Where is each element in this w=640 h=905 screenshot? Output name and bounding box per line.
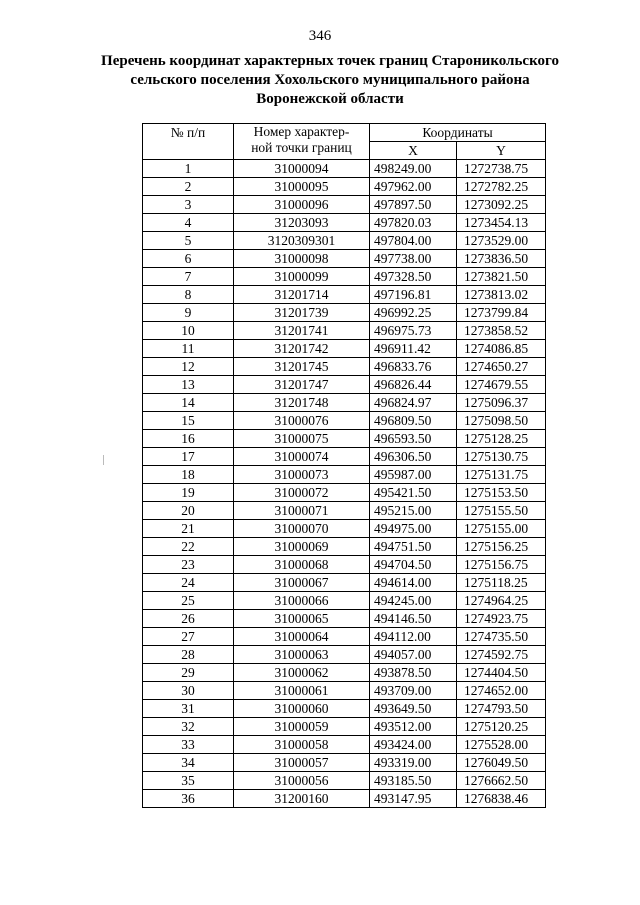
row-number: 15 [143,412,234,430]
coord-y: 1275131.75 [457,466,546,484]
coord-x: 494245.00 [370,592,457,610]
header-point-line-2: ной точки границ [251,140,352,155]
coord-y: 1273813.02 [457,286,546,304]
row-number: 32 [143,718,234,736]
coord-y: 1273799.84 [457,304,546,322]
table-row [143,556,546,574]
row-number: 19 [143,484,234,502]
point-number: 31000076 [234,412,370,430]
coord-x: 493709.00 [370,682,457,700]
coord-x: 494751.50 [370,538,457,556]
coord-x: 496809.50 [370,412,457,430]
point-number: 31000070 [234,520,370,538]
row-number: 14 [143,394,234,412]
coord-x: 496992.25 [370,304,457,322]
point-number: 31000098 [234,250,370,268]
coord-y: 1272738.75 [457,160,546,178]
row-number: 17 [143,448,234,466]
table-row [143,160,546,178]
table-row [143,430,546,448]
table-row [143,286,546,304]
table-row [143,772,546,790]
header-coordinates: Координаты [370,124,546,142]
point-number: 31201745 [234,358,370,376]
table-row [143,574,546,592]
coord-y: 1275528.00 [457,736,546,754]
coord-x: 495215.00 [370,502,457,520]
row-number: 25 [143,592,234,610]
coord-y: 1275155.00 [457,520,546,538]
coord-y: 1275118.25 [457,574,546,592]
coord-y: 1275156.25 [457,538,546,556]
point-number: 31000068 [234,556,370,574]
table-row [143,520,546,538]
document-title [90,52,570,109]
point-number: 31000069 [234,538,370,556]
row-number: 23 [143,556,234,574]
table-body [143,160,546,808]
row-number: 16 [143,430,234,448]
coord-x: 493649.50 [370,700,457,718]
header-x: X [370,142,457,160]
coord-x: 497738.00 [370,250,457,268]
row-number: 36 [143,790,234,808]
coord-y: 1275098.50 [457,412,546,430]
point-number: 31201742 [234,340,370,358]
table-row [143,340,546,358]
table-row [143,232,546,250]
coord-y: 1275096.37 [457,394,546,412]
coord-y: 1274592.75 [457,646,546,664]
margin-mark [103,455,104,465]
coord-x: 496826.44 [370,376,457,394]
table-row [143,682,546,700]
coord-x: 493147.95 [370,790,457,808]
point-number: 31000099 [234,268,370,286]
point-number: 31000073 [234,466,370,484]
coord-y: 1274652.00 [457,682,546,700]
coord-x: 495421.50 [370,484,457,502]
table-row [143,502,546,520]
point-number: 31000056 [234,772,370,790]
point-number: 31000065 [234,610,370,628]
table-row [143,268,546,286]
point-number: 31000062 [234,664,370,682]
coord-y: 1273529.00 [457,232,546,250]
table-row [143,178,546,196]
coord-x: 494614.00 [370,574,457,592]
coord-y: 1276662.50 [457,772,546,790]
table-row [143,484,546,502]
row-number: 1 [143,160,234,178]
coord-y: 1275120.25 [457,718,546,736]
point-number: 31000061 [234,682,370,700]
row-number: 24 [143,574,234,592]
table-row [143,196,546,214]
coord-x: 496824.97 [370,394,457,412]
row-number: 35 [143,772,234,790]
row-number: 7 [143,268,234,286]
point-number: 31000094 [234,160,370,178]
row-number: 11 [143,340,234,358]
coord-x: 498249.00 [370,160,457,178]
point-number: 31000072 [234,484,370,502]
row-number: 8 [143,286,234,304]
coord-y: 1273821.50 [457,268,546,286]
coord-x: 493319.00 [370,754,457,772]
coord-x: 494146.50 [370,610,457,628]
coord-x: 497820.03 [370,214,457,232]
coord-y: 1273454.13 [457,214,546,232]
coord-x: 494975.00 [370,520,457,538]
coord-y: 1275155.50 [457,502,546,520]
point-number: 31201739 [234,304,370,322]
coord-x: 496306.50 [370,448,457,466]
coord-y: 1274404.50 [457,664,546,682]
point-number: 31201714 [234,286,370,304]
point-number: 31201741 [234,322,370,340]
coord-x: 497328.50 [370,268,457,286]
coord-y: 1274964.25 [457,592,546,610]
row-number: 12 [143,358,234,376]
coord-x: 497804.00 [370,232,457,250]
table-row [143,358,546,376]
table-row [143,754,546,772]
coord-x: 497196.81 [370,286,457,304]
row-number: 22 [143,538,234,556]
coord-x: 493424.00 [370,736,457,754]
coord-y: 1275153.50 [457,484,546,502]
coord-y: 1276049.50 [457,754,546,772]
coord-y: 1275128.25 [457,430,546,448]
table-row [143,250,546,268]
table-row [143,394,546,412]
point-number: 31000095 [234,178,370,196]
coord-x: 497897.50 [370,196,457,214]
point-number: 31000067 [234,574,370,592]
coord-x: 493185.50 [370,772,457,790]
table-row [143,466,546,484]
coord-y: 1274923.75 [457,610,546,628]
row-number: 10 [143,322,234,340]
header-point-line-1: Номер характер- [253,124,350,139]
point-number: 31000074 [234,448,370,466]
row-number: 2 [143,178,234,196]
row-number: 29 [143,664,234,682]
table-row [143,664,546,682]
table-row [143,718,546,736]
point-number: 31000063 [234,646,370,664]
coord-y: 1273858.52 [457,322,546,340]
title-line-1: Перечень координат характерных точек границ Староникольского [101,53,559,69]
coord-y: 1273092.25 [457,196,546,214]
row-number: 3 [143,196,234,214]
table-row [143,700,546,718]
point-number: 31000058 [234,736,370,754]
coord-x: 496911.42 [370,340,457,358]
table-row [143,322,546,340]
table-row [143,592,546,610]
point-number: 31000059 [234,718,370,736]
table-row [143,790,546,808]
table-row [143,538,546,556]
row-number: 21 [143,520,234,538]
point-number: 31201748 [234,394,370,412]
coord-y: 1274086.85 [457,340,546,358]
point-number: 31000057 [234,754,370,772]
coord-y: 1274650.27 [457,358,546,376]
table-row [143,376,546,394]
title-line-2: сельского поселения Хохольского муниципального района [130,72,530,88]
coord-x: 493512.00 [370,718,457,736]
coord-y: 1274735.50 [457,628,546,646]
coordinates-table [142,123,546,808]
coord-x: 495987.00 [370,466,457,484]
coord-y: 1273836.50 [457,250,546,268]
table-row [143,214,546,232]
header-row [143,124,546,142]
row-number: 18 [143,466,234,484]
coord-y: 1274793.50 [457,700,546,718]
coord-x: 494704.50 [370,556,457,574]
header-y: Y [457,142,546,160]
table-row [143,628,546,646]
row-number: 31 [143,700,234,718]
row-number: 4 [143,214,234,232]
coord-x: 494112.00 [370,628,457,646]
row-number: 20 [143,502,234,520]
table-row [143,448,546,466]
point-number: 31203093 [234,214,370,232]
coord-x: 496593.50 [370,430,457,448]
row-number: 30 [143,682,234,700]
row-number: 33 [143,736,234,754]
point-number: 31000096 [234,196,370,214]
point-number: 31000075 [234,430,370,448]
table-row [143,736,546,754]
row-number: 13 [143,376,234,394]
coord-y: 1275130.75 [457,448,546,466]
coord-x: 494057.00 [370,646,457,664]
point-number: 31000060 [234,700,370,718]
point-number: 31201747 [234,376,370,394]
point-number: 31000066 [234,592,370,610]
header-num: № п/п [143,124,234,160]
table-row [143,646,546,664]
coord-y: 1272782.25 [457,178,546,196]
row-number: 9 [143,304,234,322]
row-number: 5 [143,232,234,250]
table-row [143,610,546,628]
coord-x: 497962.00 [370,178,457,196]
coord-y: 1276838.46 [457,790,546,808]
row-number: 27 [143,628,234,646]
point-number: 3120309301 [234,232,370,250]
coord-y: 1275156.75 [457,556,546,574]
row-number: 34 [143,754,234,772]
point-number: 31200160 [234,790,370,808]
coord-x: 496833.76 [370,358,457,376]
coord-x: 496975.73 [370,322,457,340]
point-number: 31000071 [234,502,370,520]
page-number: 346 [308,28,332,44]
table-row [143,412,546,430]
title-line-3: Воронежской области [256,91,404,107]
table-row [143,304,546,322]
coord-y: 1274679.55 [457,376,546,394]
coord-x: 493878.50 [370,664,457,682]
row-number: 26 [143,610,234,628]
header-point [234,124,370,160]
row-number: 6 [143,250,234,268]
row-number: 28 [143,646,234,664]
point-number: 31000064 [234,628,370,646]
